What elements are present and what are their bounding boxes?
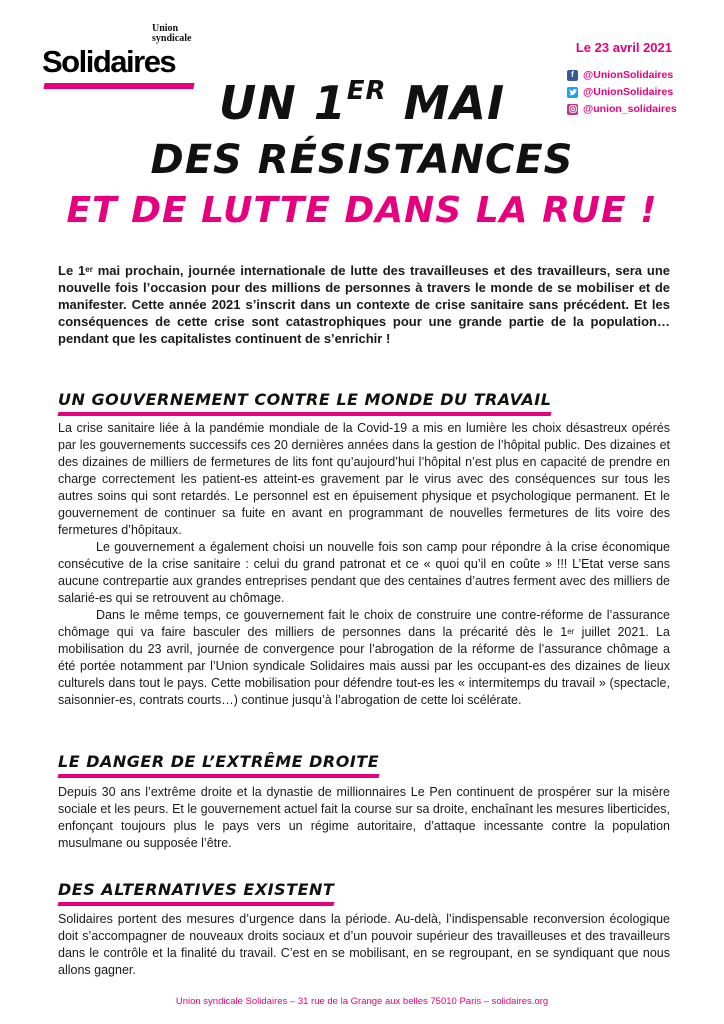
section-body-alternatives (58, 911, 670, 979)
logo-name: Solidaires (42, 44, 176, 79)
paragraph: Dans le même temps, ce gouvernement fait le choix de construire une contre-réforme de l’assurance chômage qui va faire basculer des milliers de personnes dans la précarité dès le 1er juillet 2021. La mobilisation du 23 avril, journée de convergence pour l’abrogation de la réforme de l’assurance chômage a été portée notamment par l’Union syndicale Solidaires mais aussi par les occupant-es des dizaines de lieux culturels dans tout le pays. Cette mobilisation pour défendre tout-es les « intermitemps du travail » (spectacle, saisonnier-es, contrats courts…) continue jusqu’à l’abrogation de cette loi scélérate. (58, 608, 671, 707)
logo-union-text: Union syndicale (152, 23, 192, 44)
headline-line-3: ET DE LUTTE DANS LA RUE ! (66, 190, 658, 231)
social-handle: @UnionSolidaires (583, 69, 674, 81)
footer-address: Union syndicale Solidaires – 31 rue de la Grange aux belles 75010 Paris – solidaires.org (175, 996, 549, 1007)
paragraph: Depuis 30 ans l’extrême droite et la dynastie de millionnaires Le Pen continuent de prospérer sur la misère sociale et les peurs. Et le gouvernement actuel fait la course sur sa droite, enchaînant les mesures liberticides, enfonçant toujours plus le pays vers un régime autoritaire, d’attaque incessante contre la population musulmane ou supposée l’être. (58, 785, 670, 850)
section-body-gouvernement (58, 420, 670, 709)
social-handle: @UnionSolidaires (583, 86, 674, 98)
section-body-extreme-droite (58, 784, 670, 852)
section-underline (57, 902, 334, 906)
facebook-icon: f (567, 70, 578, 81)
section-title-gouvernement: UN GOUVERNEMENT CONTRE LE MONDE DU TRAVAIL (58, 390, 551, 416)
paragraph: Solidaires portent des mesures d’urgence dans la période. Au-delà, l’indispensable reconversion écologique doit s’accompagner de nouveaux droits sociaux et d’un pouvoir supérieur des travailleuses et des travailleurs dans le contrôle et la finalité du travail. C’est en se mobilisant, en se regroupant, en se syndiquant que nous allons gagner. (58, 912, 670, 977)
paragraph: La crise sanitaire liée à la pandémie mondiale de la Covid-19 a mis en lumière les choix désastreux opérés par les gouvernements successifs ces 20 dernières années dans la gestion de l’hôpital public. Des dizaines et des dizaines de milliers de fermetures de lits font qu’aujourd’hui l’hôpital n’est plus en capacité de prendre en charge correctement les patient-es atteint-es gravement par le virus avec des conséquences sur tous les autres soins qui sont retardés. Le personnel est en épuisement physique et psychologique permanent. Et le gouvernement de continuer sa fuite en avant en programmant de nouvelles fermetures de lits voire des fermetures d’hôpitaux. (58, 421, 670, 537)
headline-line-1: UN 1ER MAI (218, 76, 506, 130)
section-title-extreme-droite: LE DANGER DE L’EXTRÊME DROITE (58, 752, 379, 778)
section-underline (57, 412, 551, 416)
document-date: Le 23 avril 2021 (575, 40, 672, 55)
section-title-alternatives: DES ALTERNATIVES EXISTENT (58, 880, 334, 906)
section-underline (57, 774, 379, 778)
headline-line-2: DES RÉSISTANCES (150, 137, 574, 183)
paragraph: Le gouvernement a également choisi un nouvelle fois son camp pour répondre à la crise économique consécutive de la crise sanitaire : celui du grand patronat et ce « quoi qu’il en coûte » !!! L’Etat verse sans aucune contrepartie aux grandes entreprises pendant que des centaines d’autres ferment avec des milliers de salarié-es qui se retrouvent au chômage. (58, 540, 670, 605)
intro-paragraph: Le 1er mai prochain, journée internationale de lutte des travailleuses et des travailleurs, sera une nouvelle fois l’occasion pour des millions de personnes à travers le monde de se mobiliser et de manifester. Cette année 2021 s’inscrit dans un contexte de crise sanitaire sans précédent. Et les conséquences de cette crise sont catastrophiques pour une grande partie de la population… pendant que les capitalistes continuent de s’enrichir ! (58, 263, 671, 346)
social-handle: @union_solidaires (583, 103, 677, 115)
solidaires-logo (42, 20, 202, 80)
